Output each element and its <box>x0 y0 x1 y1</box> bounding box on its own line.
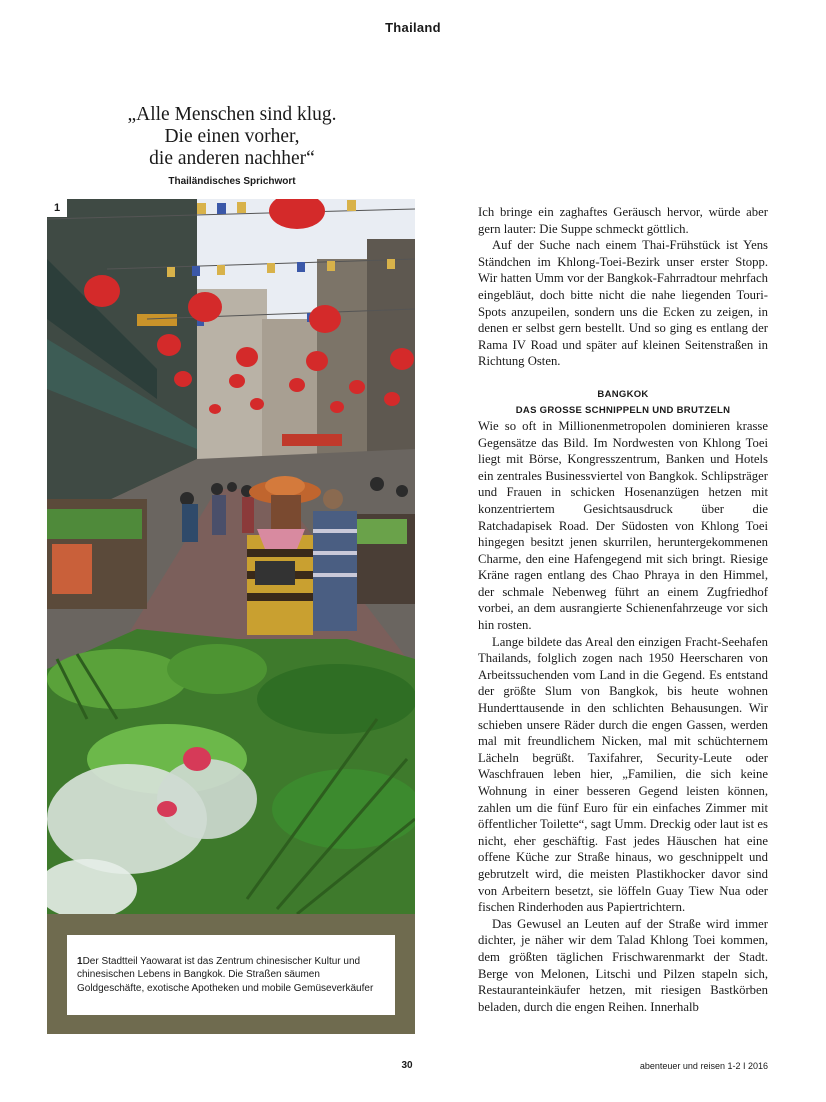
section-heading: BANGKOK <box>597 388 649 400</box>
issue-label: abenteuer und reisen 1-2 I 2016 <box>639 1061 768 1071</box>
photo-caption <box>67 935 395 1015</box>
article-paragraph: Auf der Suche nach einem Thai-Frühstück ist Yens Ständchen im Khlong-Toei-Bezirk unser erster Stopp. Wir hatten Umm vor der Bangkok-Fahrradtour mehrfach eingebläut, doch bitte nicht die nahe liegenden Touri-Spots anzupeilen, sondern uns die Ecken zu zeigen, in denen er selbst gern bestellt. Und so ging es entlang der Rama IV Road und später auf kleinen Seitenstraßen in Richtung Osten. <box>478 238 768 369</box>
caption-number: 1 <box>77 956 83 967</box>
photo-number: 1 <box>47 199 67 217</box>
article-paragraph: Ich bringe ein zaghaftes Geräusch hervor, würde aber gern lauter: Die Suppe schmeckt göttlich. <box>478 205 768 236</box>
article-paragraph: Das Gewusel an Leuten auf der Straße wird immer dichter, je näher wir dem Talad Khlong Toei kommen, dem größten täglichen Frischwarenmarkt der Stadt. Berge von Melonen, Litschi und Pilzen stapeln sich, Restauranteinkäufer hetzen, mit riesigen Bastkörben beladen, durch die engen Reihen. Innerhalb <box>478 916 768 1014</box>
article-paragraph: Wie so oft in Millionenmetropolen dominieren krasse Gegensätze das Bild. Im Nordwesten von Khlong Toei liegt mit Börse, Kongresszentrum, Banken und Hotels ein zentrales Businessviertel von Bangkok. Schlipsträger und Frauen in schicken Hosenanzügen hetzen mit konzentriertem Gesichtsausdruck über die Ratchadapisek Road. Der Südosten von Khlong Toei hingegen besitzt jenen skurrilen, heruntergekommenen Charme, den eine Hafengegend mit sich bringt. Riesige Kräne ragen entlang des Chao Phraya in den Himmel, der schmale Nebenweg führt an einem Zugfriedhof vorbei, an dem ausrangierte Schienenfahrzeuge vor sich hin rosten. <box>478 418 768 633</box>
quote-line-3: die anderen nachher“ <box>149 148 315 169</box>
section-subheading: DAS GROSSE SCHNIPPELN UND BRUTZELN <box>515 404 731 416</box>
article-body <box>478 204 768 1015</box>
article-paragraph: Lange bildete das Areal den einzigen Fracht-Seehafen Thailands, folglich zogen nach 1950 Heerscharen von Arbeitssuchenden vom Land in die Gegend. Es entstand der größte Slum von Bangkok, bis heute wohnen Hunderttausende in den schlichten Behausungen. Wir schieben unsere Räder durch die engen Gassen, werden mal mit freundlichem Nicken, mal mit schüchternem Lächeln begrüßt. Taxifahrer, Security-Leute oder Waschfrauen leben hier, „Familien, die sich keine Wohnung in einer besseren Gegend leisten können, zahlen um die fünf Euro für ein einfaches Zimmer mit öffentlicher Toilette“, sagt Umm. Dreckig oder laut ist es nicht, eher geschäftig. Fast jedes Häuschen hat eine offene Küche zur Straße hinaus, wo geschnippelt und gebrutzelt wird, die meisten Plastikhocker davor sind von Arbeitern besetzt, sie löffeln Guay Tiew Nua oder fischen Rinderhoden aus Papiertrichtern. <box>478 634 768 915</box>
market-photo <box>47 199 415 1034</box>
caption-text: Der Stadtteil Yaowarat ist das Zentrum chinesischer Kultur und chinesischen Lebens in Bangkok. Die Straßen säumen Goldgeschäfte, exotische Apotheken und mobile Gemüseverkäufer <box>77 956 374 994</box>
pull-quote <box>48 104 416 187</box>
quote-line-2: Die einen vorher, <box>164 126 300 147</box>
page-number: 30 <box>401 1060 413 1071</box>
quote-line-1: „Alle Menschen sind klug. <box>127 104 337 125</box>
quote-source: Thailändisches Sprichwort <box>168 176 296 187</box>
market-photo-frame <box>47 199 415 1034</box>
section-label: Thailand <box>385 20 441 35</box>
